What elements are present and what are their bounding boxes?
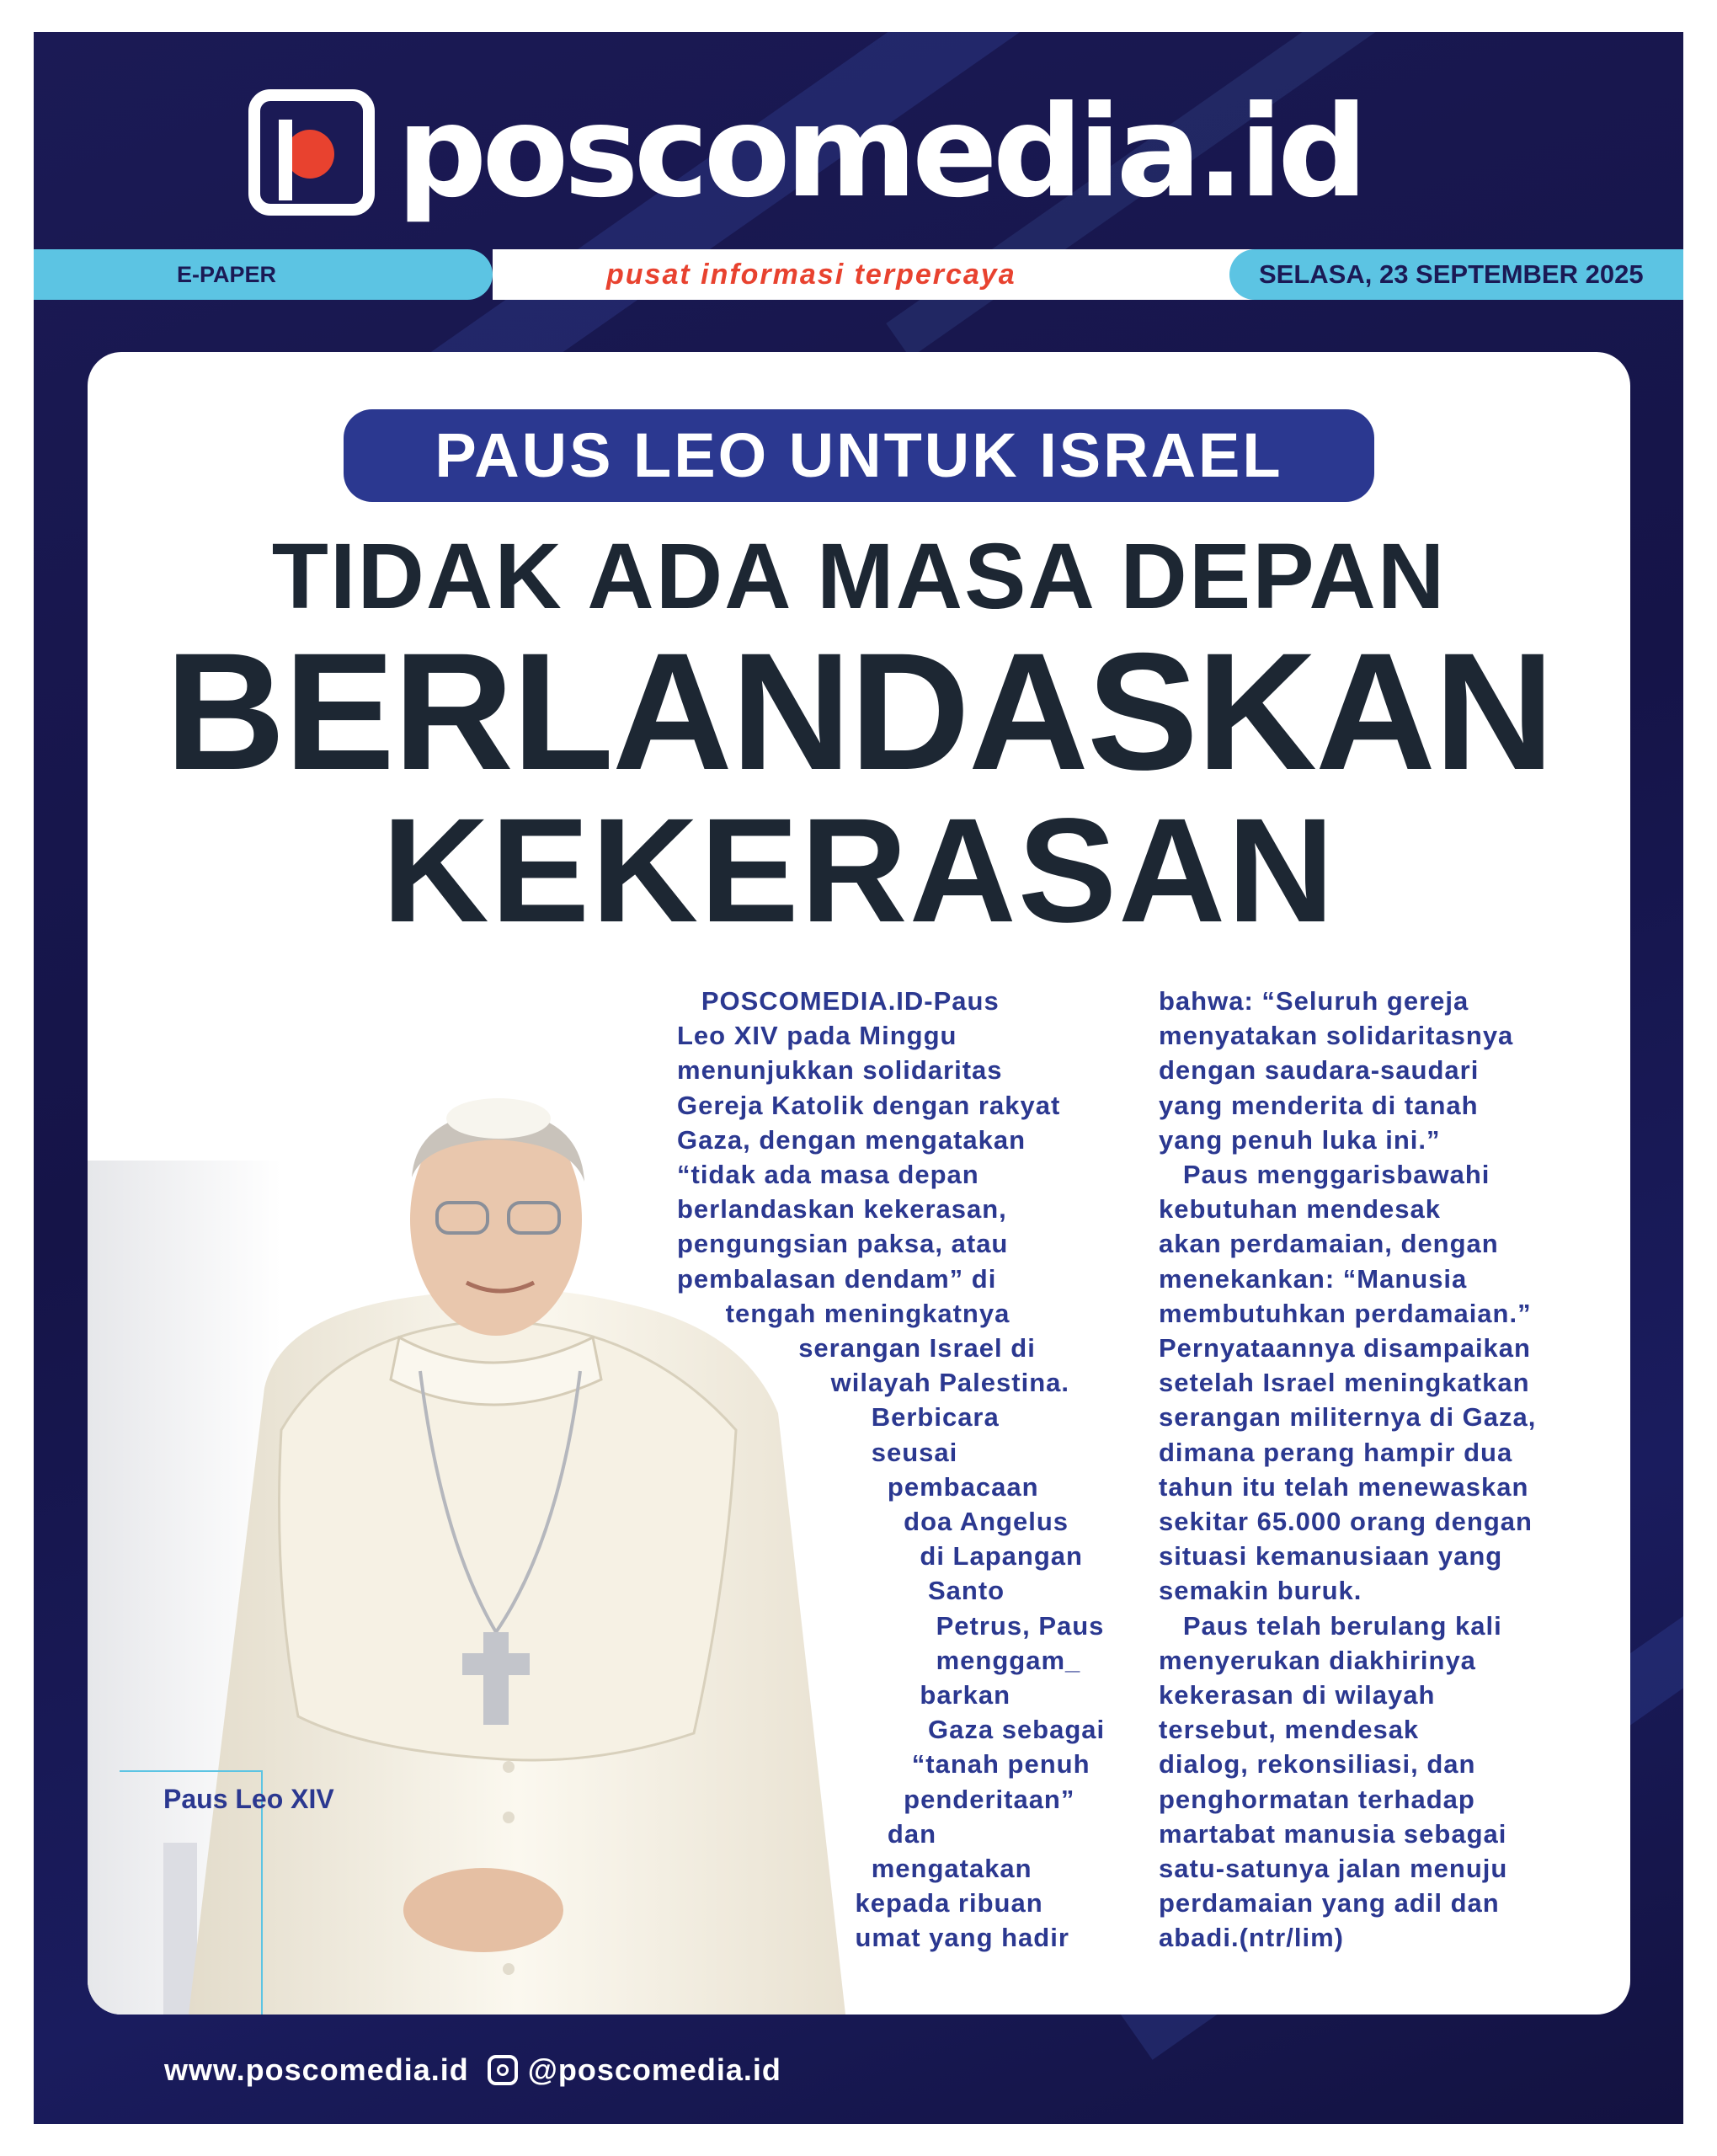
headline-line-3: KEKERASAN	[381, 788, 1336, 953]
photo-caption: Paus Leo XIV	[163, 1784, 334, 1814]
website-link[interactable]: www.poscomedia.id	[164, 2052, 469, 2087]
article-column-1: POSCOMEDIA.ID-Paus Leo XIV pada Minggu menunjukkan solidaritas Gereja Katolik dengan rakyat Gaza, dengan mengatakan “tidak ada masa depan berlandaskan kekerasan, pengungsian paksa, atau pembalasan dendam” di tengah meningkatnya serangan Israel di wilayah Palestina. Berbicara seusai pembacaan doa Angelus di Lapangan Santo Petrus, Paus menggam_ barkan Gaza sebagai “tanah penuh penderitaan” dan mengatakan kepada ribuan umat yang hadir	[677, 986, 1106, 1953]
footer	[164, 2045, 781, 2095]
edition-label: E-PAPER	[177, 262, 277, 287]
article-card	[88, 352, 1630, 2015]
caption-rule	[120, 1770, 263, 1772]
masthead-logo[interactable]	[248, 64, 1363, 241]
logo-wordmark	[397, 79, 1363, 226]
logo-text: poscomedia.id	[397, 79, 1363, 226]
issue-date: SELASA, 23 SEPTEMBER 2025	[1259, 259, 1644, 289]
headline-line-1: TIDAK ADA MASA DEPAN	[271, 525, 1447, 628]
instagram-handle[interactable]: @poscomedia.id	[527, 2052, 781, 2087]
article-kicker: PAUS LEO UNTUK ISRAEL	[344, 409, 1374, 502]
tagline: pusat informasi terpercaya	[606, 259, 1016, 291]
instagram-icon	[488, 2055, 518, 2085]
page-frame	[34, 32, 1683, 2124]
article-column-2: bahwa: “Seluruh gereja menyatakan solidaritasnya dengan saudara-saudari yang menderita di tanah yang penuh luka ini.” Paus menggarisbawahi kebutuhan mendesak akan perdamaian, dengan menekankan: “Manusia membutuhkan perdamaian.” Pernyataannya disampaikan setelah Israel meningkatkan serangan militernya di Gaza, dimana perang hampir dua tahun itu telah menewaskan sekitar 65.000 orang dengan situasi kemanusiaan yang semakin buruk. Paus telah berulang kali menyerukan diakhirinya kekerasan di wilayah tersebut, mendesak dialog, rekonsiliasi, dan penghormatan terhadap martabat manusia sebagai satu-satunya jalan menuju perdamaian yang adil dan abadi.(ntr/lim)	[1159, 986, 1537, 1953]
poscomedia-logo-icon	[248, 89, 375, 216]
headline-line-2: BERLANDASKAN	[165, 618, 1553, 804]
